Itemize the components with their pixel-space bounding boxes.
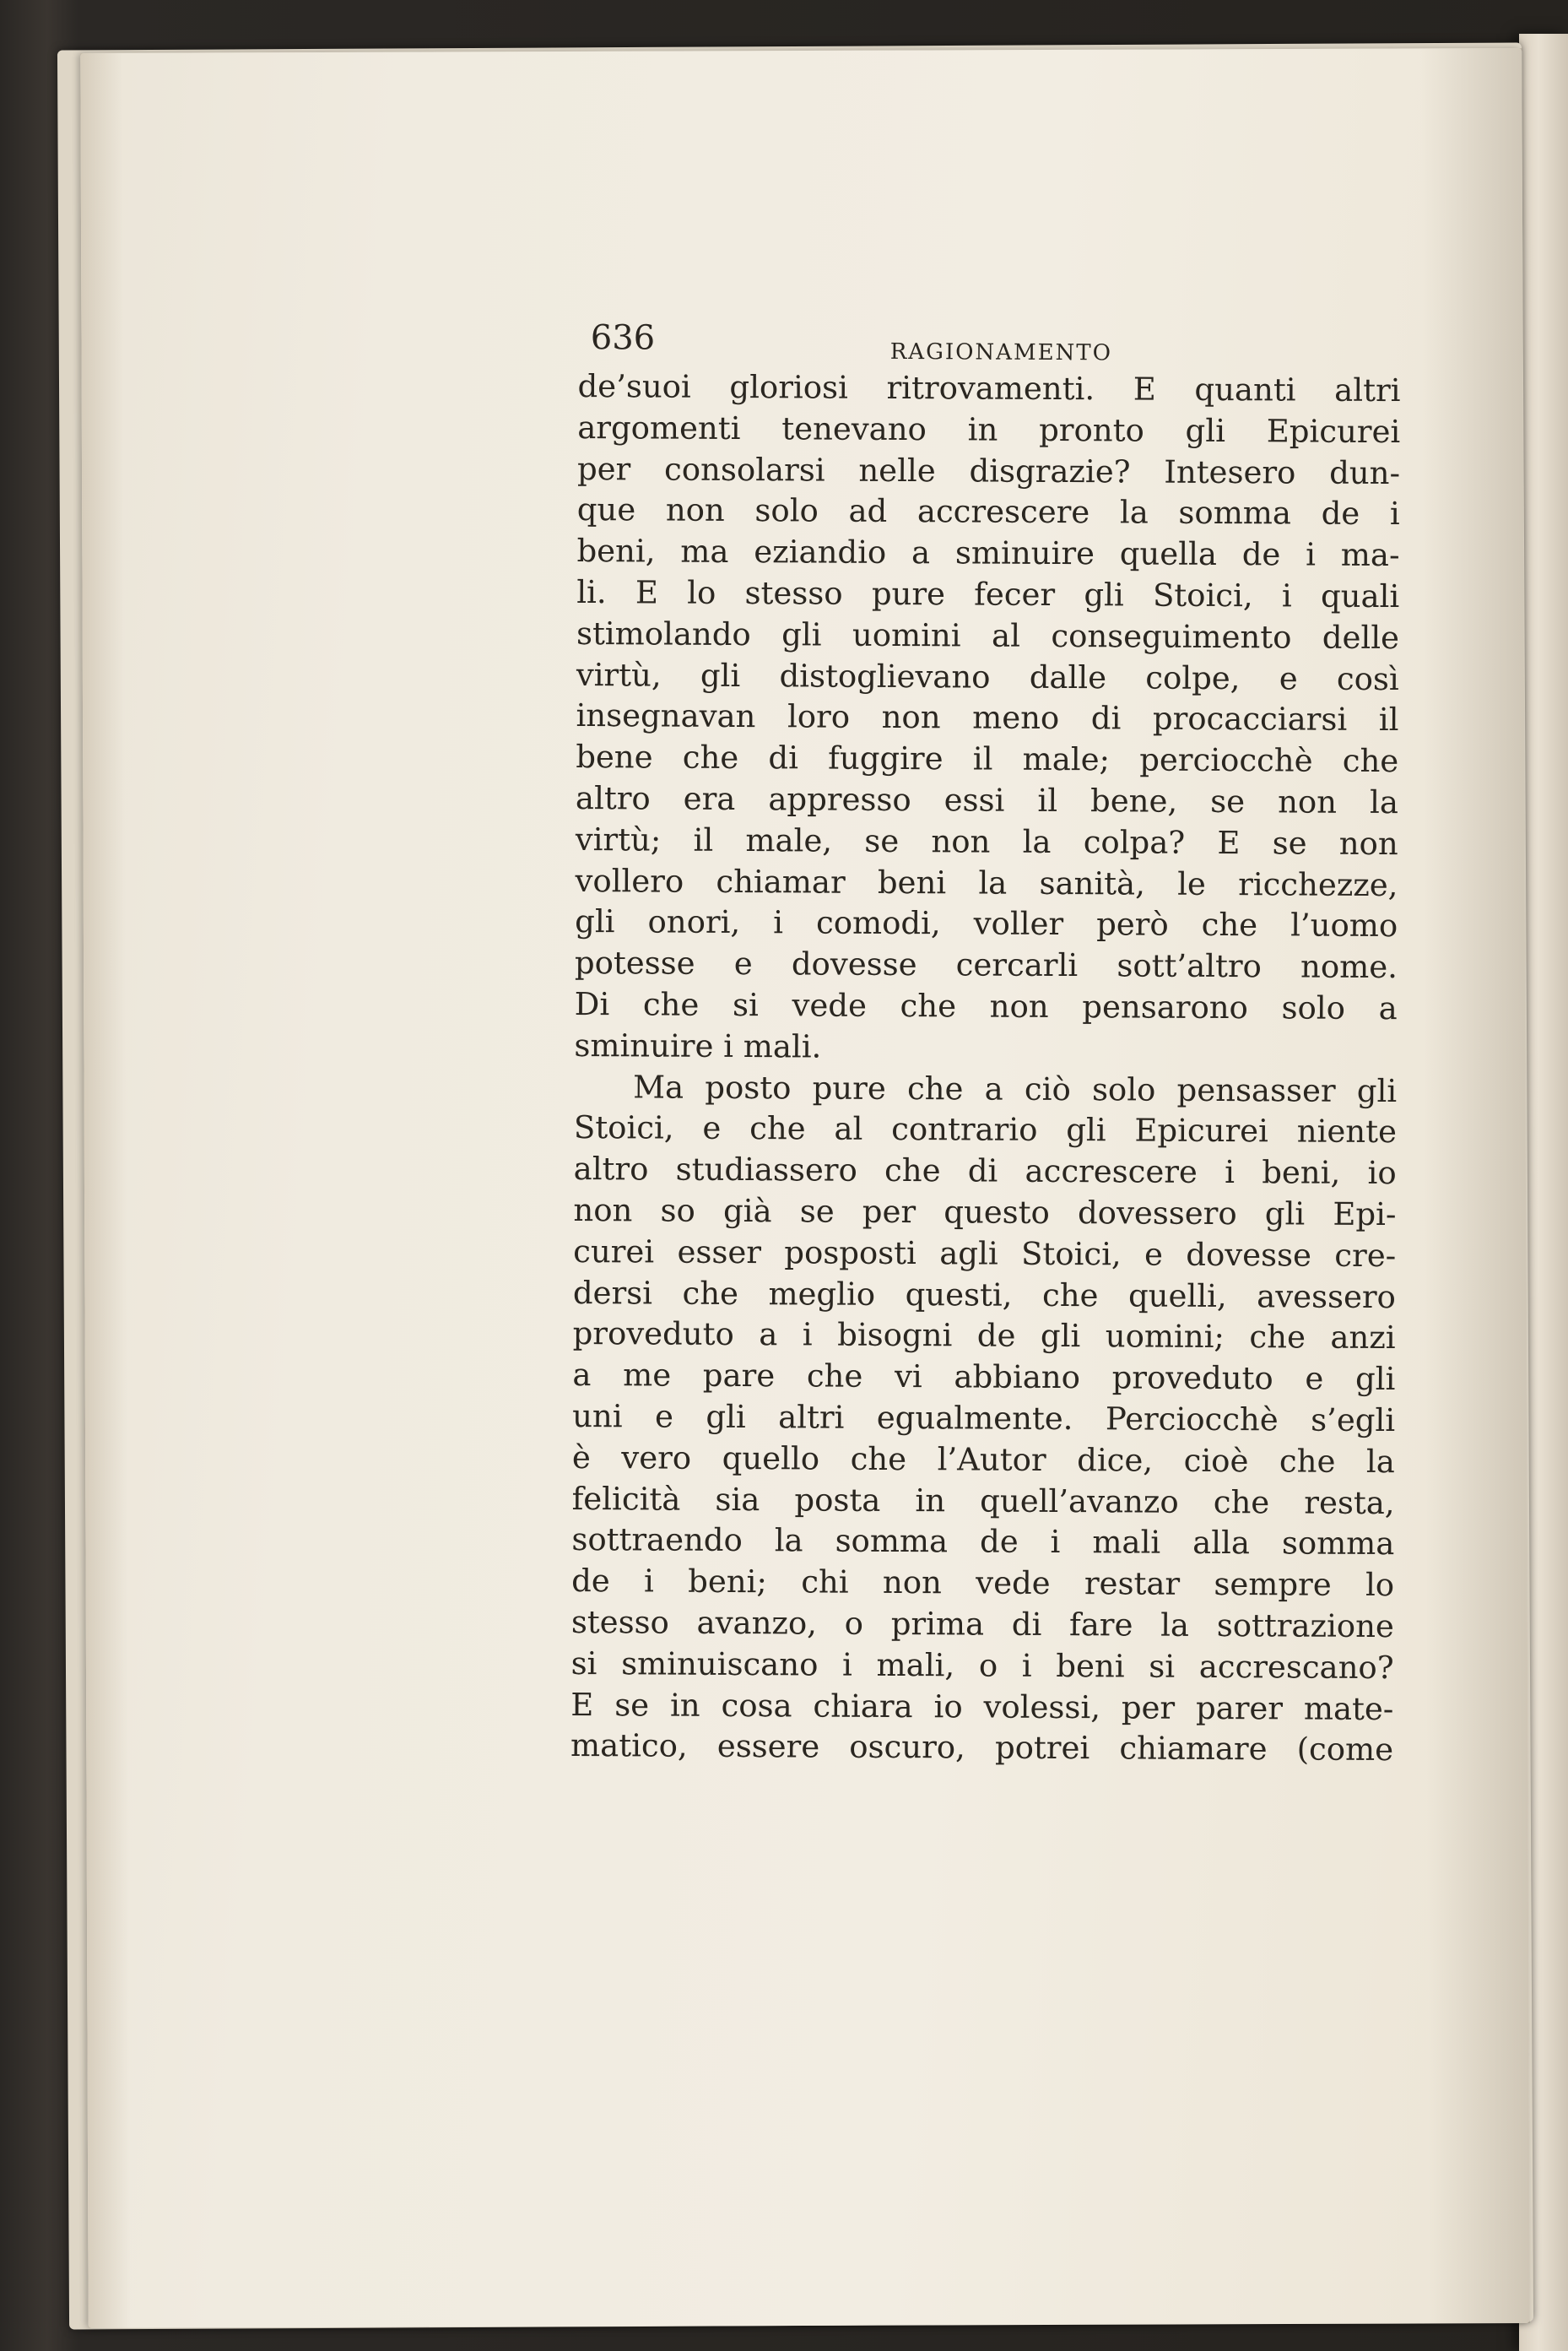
text-line: Stoici, e che al contrario gli Epicurei niente	[573, 1109, 1398, 1151]
text-line: stimolando gli uomini al conseguimento delle	[576, 615, 1400, 656]
text-line: matico, essere oscuro, potrei chiamare (come	[570, 1727, 1394, 1769]
page-number: 636	[590, 318, 656, 358]
text-line: altro era appresso essi il bene, se non la	[575, 779, 1399, 821]
text-line: insegnavan loro non meno di procacciarsi il	[576, 697, 1399, 739]
text-line: li. E lo stesso pure fecer gli Stoici, i quali	[576, 573, 1400, 615]
text-line: stesso avanzo, o prima di fare la sottrazione	[570, 1603, 1394, 1644]
text-block	[570, 314, 1401, 1771]
text-line: curei esser posposti agli Stoici, e dovesse cre-	[573, 1232, 1397, 1274]
gutter-shadow	[1420, 48, 1529, 2323]
text-line: a me pare che vi abbiano proveduto e gli	[572, 1357, 1396, 1398]
page-header	[578, 314, 1401, 371]
deckle-edge	[80, 53, 130, 2328]
text-line: si sminuiscano i mali, o i beni si accrescano?	[570, 1644, 1394, 1686]
text-line: Di che si vede che non pensarono solo a	[574, 985, 1398, 1027]
text-line: virtù, gli distoglievano dalle colpe, e così	[576, 656, 1399, 697]
text-line: felicità sia posta in quell’avanzo che resta,	[571, 1480, 1395, 1521]
text-line: altro studiassero che di accrescere i beni, io	[573, 1151, 1397, 1192]
text-line: beni, ma eziandio a sminuire quella de i ma-	[576, 533, 1400, 574]
text-line: proveduto a i bisogni de gli uomini; che anzi	[572, 1315, 1396, 1357]
text-line: non so già se per questo dovessero gli Epi-	[573, 1191, 1397, 1233]
text-line: E se in cosa chiara io volessi, per parer mate-	[570, 1686, 1394, 1727]
text-line: argomenti tenevano in pronto gli Epicurei	[577, 409, 1401, 450]
text-line: per consolarsi nelle disgrazie? Intesero dun-	[576, 450, 1401, 491]
text-line: sottraendo la somma de i mali alla somma	[571, 1521, 1395, 1563]
text-line: virtù; il male, se non la colpa? E se non	[575, 821, 1398, 862]
text-line: vollero chiamar beni la sanità, le ricchezze,	[575, 862, 1398, 903]
running-head: RAGIONAMENTO	[889, 339, 1113, 366]
text-line: gli onori, i comodi, voller però che l’uomo	[575, 903, 1398, 945]
text-line: de i beni; chi non vede restar sempre lo	[571, 1563, 1395, 1604]
text-line: potesse e dovesse cercarli sott’altro nome.	[574, 945, 1398, 986]
text-line: sminuire i mali.	[574, 1027, 822, 1065]
text-line: uni e gli altri egualmente. Perciocchè s’egli	[572, 1397, 1396, 1439]
text-line: bene che di fuggire il male; perciocchè che	[576, 739, 1399, 780]
text-line: que non solo ad accrescere la somma de i	[576, 491, 1400, 533]
text-line: de’suoi gloriosi ritrovamenti. E quanti altri	[577, 367, 1401, 409]
text-line: dersi che meglio questi, che quelli, avessero	[572, 1274, 1397, 1315]
text-line: è vero quello che l’Autor dice, cioè che la	[571, 1438, 1396, 1480]
text-line: Ma posto pure che a ciò solo pensasser gli	[633, 1068, 1398, 1109]
